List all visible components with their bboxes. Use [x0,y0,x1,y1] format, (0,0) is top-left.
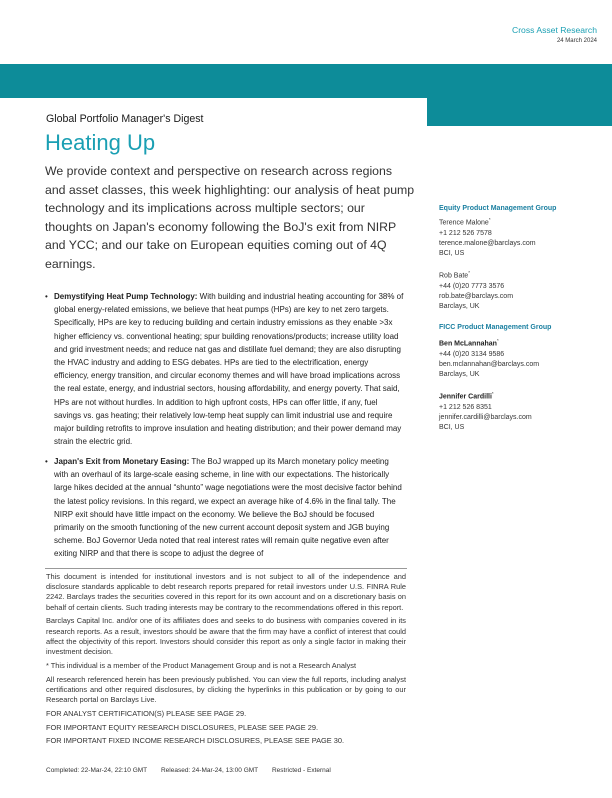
contact-name: Ben McLannahan [439,340,497,348]
contact-email[interactable]: rob.bate@barclays.com [439,292,514,300]
contact-phone: +1 212 526 7578 [439,229,492,237]
page-title: Heating Up [45,130,156,155]
contact-phone: +1 212 526 8351 [439,403,492,411]
lede-paragraph: We provide context and perspective on research across regions and asset classes, this week highlighting: our analysis of heat pump technology and its implications across multiple sectors; our thoughts on Japan's economy following the BoJ's exit from NIRP and YCC; and our take on European equities coming out of 4Q earnings. [45,164,415,271]
group-heading-ficc: FICC Product Management Group [439,324,552,331]
bullet-dot: • [45,292,48,301]
bullet-heading[interactable]: Demystifying Heat Pump Technology: [54,292,198,301]
completed-timestamp: Completed: 22-Mar-24, 22:10 GMT [46,767,148,774]
analyst-certification-link[interactable]: FOR ANALYST CERTIFICATION(S) PLEASE SEE PAGE 29. [46,708,247,718]
released-timestamp: Released: 24-Mar-24, 13:00 GMT [160,767,259,774]
contact-name: Terence Malone [439,219,489,227]
contact-entity: Barclays, UK [439,302,480,310]
bullet-dot: • [45,457,48,466]
bullet-body: The BoJ wrapped up its March monetary policy meeting with an overhaul of its large-scale easing scheme, in line with our expectations. The historically large hikes decided at the annual “shunto” wage negotiations were the most decisive factor behind the latest policy revisions. In this regard, we expect an average hike of 4.6% in the final tally. The NIRP exit should have little impact on the economy. We believe the BoJ should be focused primarily on the smooth functioning of the new current account deposit system and JGB buying scheme. BoJ Governor Ueda noted that real interest rates will remain quite negative even after exiting NIRP and that there is scope to adjust the degree of [54,457,402,559]
bullet-body: With building and industrial heating accounting for 38% of global energy-related emissions, we believe that heat pumps (HPs) are key to net zero targets. Specifically, HPs are key to reducing building and certain industry emissions as they enable >3x higher efficiency vs. conventional heating; spur building renovations/products; increase utility load and grid investment needs; and reduce nat gas and distillate fuel demand; they are also disrupting the HVAC industry and adding to ESG debates. HPs are tied to the electrification, energy efficiency, energy transition, and circular economy themes and will have broad implications across the real estate, energy, and industrial sectors, housing affordability, and energy poverty. That said, HPs are not without hurdles. In addition to high upfront costs, HPs can offer little, if any, fuel savings vs. gas heating; their relatively low-temp heat supply can limit industrial use and require major building retrofits to improve insulation and heating distribution; and their power demand may strain the electric grid. [54,292,404,447]
contact-card: Jennifer Cardilli* +1 212 526 8351 jennifer.cardilli@barclays.com BCI, US [439,389,532,433]
contact-email[interactable]: ben.mclannahan@barclays.com [439,360,540,368]
contact-entity: BCI, US [439,249,465,257]
footer [46,767,343,774]
contact-name: Jennifer Cardilli [439,393,492,401]
contact-card: Ben McLannahan* +44 (0)20 3134 9586 ben.mclannahan@barclays.com Barclays, UK [439,336,539,380]
equity-disclosures-link[interactable]: FOR IMPORTANT EQUITY RESEARCH DISCLOSURES, PLEASE SEE PAGE 29. [46,722,319,732]
contact-email[interactable]: jennifer.cardilli@barclays.com [439,413,532,421]
bullet-japan [45,455,405,561]
focus-label: FOCUS [434,153,483,168]
bullet-heat-pump [45,290,405,448]
disclaimer-divider [45,568,407,569]
bullet-heading[interactable]: Japan's Exit from Monetary Easing: [54,457,190,466]
contact-phone: +44 (0)20 7773 3576 [439,282,505,290]
group-heading-equity: Equity Product Management Group [439,205,557,212]
disclaimer-paragraph: This document is intended for institutional investors and is not subject to all of the independence and disclosure standards applicable to debt research reports prepared for retail investors under U.S. FINRA Rule 2242. Barclays trades the securities covered in this report for its own account and on a discretionary basis on behalf of certain clients. Such trading interests may be contrary to the recommendations offered in this report. [46,572,406,612]
contact-phone: +44 (0)20 3134 9586 [439,350,505,358]
contact-name: Rob Bate [439,272,469,280]
department-label: Cross Asset Research [511,25,597,35]
focus-divider [427,154,428,171]
disclaimer-paragraph: All research referenced herein has been previously published. You can view the full reports, including analyst certifications and other required disclosures, by clicking the hyperlinks in this publication or by going to our Research portal on Barclays Live. [46,674,406,705]
contact-entity: Barclays, UK [439,370,480,378]
fixed-income-disclosures-link[interactable]: FOR IMPORTANT FIXED INCOME RESEARCH DISCLOSURES, PLEASE SEE PAGE 30. [46,736,345,746]
classification-label: Restricted - External [271,767,331,774]
disclaimer-paragraph: * This individual is a member of the Product Management Group and is not a Research Analyst [46,660,357,670]
publication-date: 24 March 2024 [556,38,597,44]
series-title: Global Portfolio Manager's Digest [46,113,204,125]
disclaimer-paragraph: Barclays Capital Inc. and/or one of its affiliates does and seeks to do business with companies covered in its research reports. As a result, investors should be aware that the firm may have a conflict of interest that could affect the objectivity of this report. Investors should consider this report as only a single factor in making their investment decision. [46,616,406,657]
disclaimer-block [46,572,406,750]
contact-entity: BCI, US [439,423,465,431]
contact-card: Terence Malone* +1 212 526 7578 terence.malone@barclays.com BCI, US [439,215,536,259]
contact-card: Rob Bate* +44 (0)20 7773 3576 rob.bate@barclays.com Barclays, UK [439,268,513,312]
contact-email[interactable]: terence.malone@barclays.com [439,239,536,247]
